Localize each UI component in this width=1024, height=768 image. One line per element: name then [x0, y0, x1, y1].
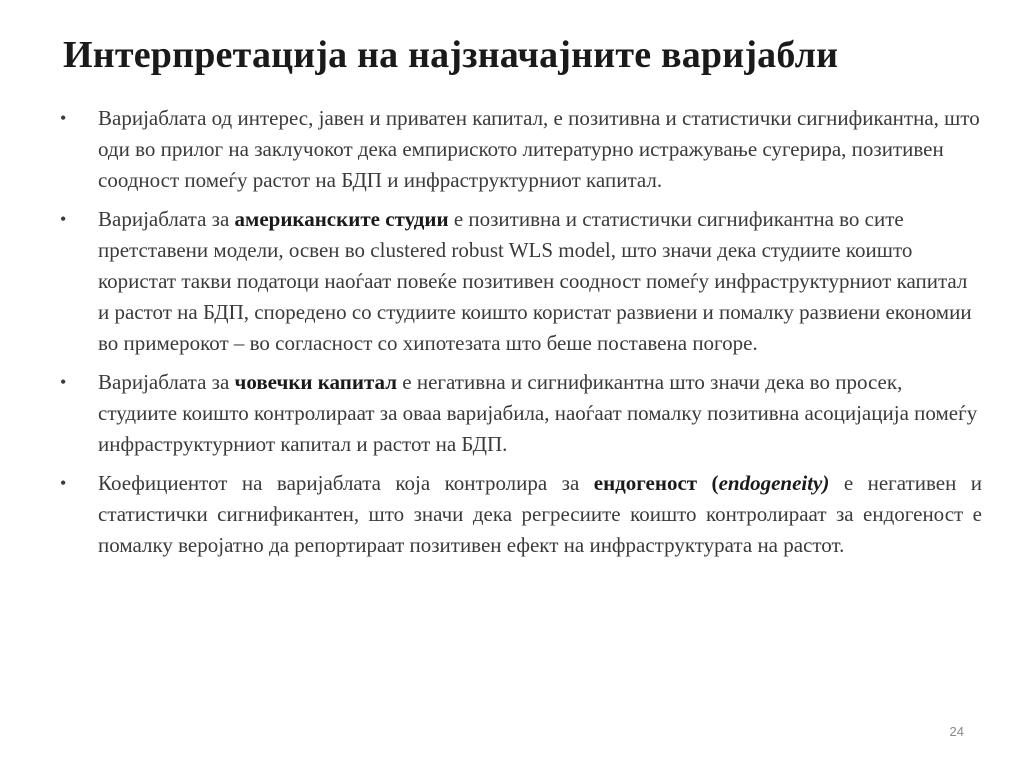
bullet-text-rest: е негативна и сигнификантна што значи дека во просек, студиите коишто контролираат за оваа варијабила, наоѓаат помалку позитивна асоцијација помеѓу инфраструктурниот капитал и растот на БДП. — [98, 370, 978, 456]
bullet-text — [98, 207, 972, 355]
bullet-text — [98, 370, 977, 456]
bullet-dot-icon: • — [60, 372, 67, 392]
bullet-keyword-italic — [719, 471, 830, 495]
bullet-item-american-studies — [56, 204, 982, 359]
bullet-text: Варијаблата од интерес, јавен и приватен капитал, е позитивна и статистички сигнификантна, што оди во прилог на заклучокот дека емпириското литературно истражување сугерира, позитивен соодност помеѓу растот на БДП и инфраструктурниот капитал. — [98, 106, 980, 192]
bullet-text — [98, 471, 982, 557]
bullet-dot-icon: • — [60, 209, 67, 229]
bullet-text-lead: Варијаблата за — [98, 370, 235, 394]
slide-title: Интерпретација на најзначајните варијабли — [63, 34, 839, 76]
bullet-item-public-private-capital — [56, 103, 982, 196]
bullet-list — [56, 103, 982, 569]
bullet-keyword-italic-text: endogeneity) — [718, 471, 830, 495]
page-number: 24 — [949, 724, 964, 739]
bullet-keyword: ендогеност ( — [593, 471, 719, 495]
bullet-dot-icon: • — [60, 108, 67, 128]
bullet-text-rest: е негативен и статистички сигнификантен, што значи дека регресиите коишто контролираат за ендогеност е помалку веројатно да репортираат позитивен ефект на инфраструктурата на растот. — [98, 471, 983, 557]
bullet-keyword: човечки капитал — [234, 370, 398, 394]
bullet-keyword: американските студии — [234, 207, 449, 231]
bullet-item-endogeneity — [56, 468, 982, 561]
bullet-text-lead: Варијаблата за — [98, 207, 235, 231]
bullet-dot-icon: • — [60, 473, 67, 493]
bullet-item-human-capital — [56, 367, 982, 460]
bullet-text-lead: Коефициентот на варијаблата која контролира за — [98, 471, 594, 495]
bullet-text-rest: е позитивна и статистички сигнификантна во сите претставени модели, освен во clustered robust WLS model, што значи дека студиите коишто користат такви податоци наоѓаат повеќе позитивен соодност помеѓу инфраструктурниот капитал и растот на БДП, споредено со студиите коишто користат развиени и помалку развиени економии во примерокот – во согласност со хипотезата што беше поставена погоре. — [98, 207, 972, 355]
